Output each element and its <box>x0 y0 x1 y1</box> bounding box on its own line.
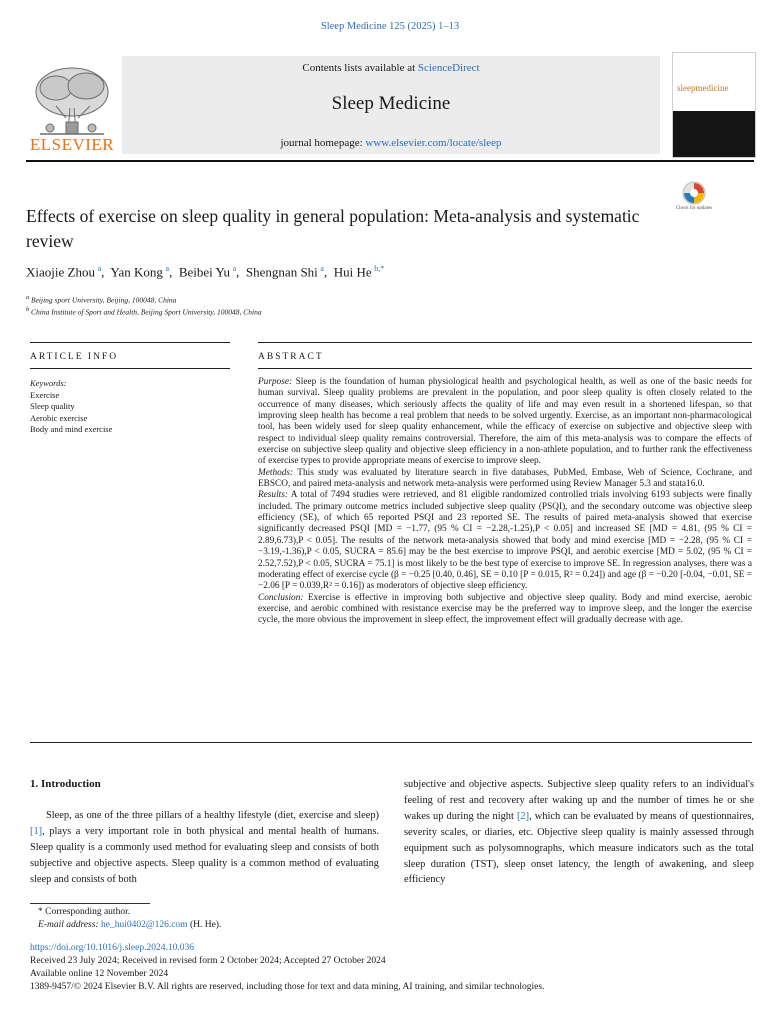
abstract-heading: ABSTRACT <box>258 352 324 362</box>
available-online-date: Available online 12 November 2024 <box>30 969 169 979</box>
abstract-bottom-rule <box>30 742 752 743</box>
conclusion-text: Exercise is effective in improving both subjective and objective sleep quality. Body and mind exercise, aerobic exercise, and aerobic combined with resistance exercise may be the preferred way to improve sleep, and the longer the exercise cycle, the more obvious the improvement in sleep effect, the improvement effect will gradually decrease with age. <box>258 592 752 626</box>
intro-right-column <box>404 777 754 888</box>
affiliation-b-mark: b <box>26 306 30 313</box>
article-info-top-rule <box>30 342 230 343</box>
results-label: Results: <box>258 490 288 501</box>
doi-link[interactable]: https://doi.org/10.1016/j.sleep.2024.10.036 <box>30 943 194 953</box>
footnote-rule <box>30 903 150 904</box>
reference-link[interactable]: [2] <box>516 810 530 822</box>
intro-paragraph <box>30 808 379 888</box>
intro-left-text-1: Sleep, as one of the three pillars of a healthy lifestyle (diet, exercise and sleep) <box>46 810 379 821</box>
author-affiliation-mark[interactable]: a <box>97 264 102 273</box>
author-name[interactable]: Shengnan Shi <box>245 264 318 280</box>
abstract-heading-rule <box>258 368 752 369</box>
homepage-link[interactable]: www.elsevier.com/locate/sleep <box>365 137 502 149</box>
introduction-heading: 1. Introduction <box>30 778 101 790</box>
keyword: Exercise <box>30 389 60 400</box>
abstract-methods <box>258 468 752 491</box>
cover-journal-name: sleepmedicine <box>677 83 729 93</box>
journal-title: Sleep Medicine <box>331 93 451 114</box>
intro-paragraph-continued <box>404 777 754 888</box>
corresponding-author-note: * Corresponding author. <box>38 907 131 917</box>
results-text: A total of 7494 studies were retrieved, and 81 eligible randomized controlled trials involving 6193 subjects were finally included. The primary outcome metrics included subjective sleep quality (PSQI), and the secondary outcome was objective sleep efficiency (SE), of which 65 reported PSQI and 23 reported SE. The results of paired meta-analysis showed that exercise significantly decreased PSQI [MD = −1.77, (95 % CI = −2.28,-1.25),P < 0.05] and increased SE [MD = 4.81, (95 % CI = 2.89,6.73),P < 0.05]. The results of the network meta-analysis showed that body and mind exercise [MD = −2.28, (95 % CI = −3.19,-1.36),P < 0.05, SUCRA = 85.6] may be the best exercise to improve PSQI, and aerobic exercise [MD = 5.02, (95 % CI = 2.52,7.52),P < 0.05, SUCRA = 75.1] is most likely to be the best type of exercise to improve SE. In regression analyses, there was a moderating effect of exercise cycle (β = −0.25 [0.40, 0.46], SE = 0.10 [P = 0.015, R² = 0.24]) and age (β = −0.20 [-0.04, −0.01, SE = −2.06 [P = 0.039,R² = 0.16]) as moderators of objective sleep efficiency. <box>258 490 752 592</box>
affiliation-a-text: Beijing sport University, Beijing, 100048, China <box>31 295 177 305</box>
author-name[interactable]: Hui He <box>333 264 372 280</box>
reference-link[interactable]: [1] <box>30 825 43 837</box>
affiliation-b <box>26 306 262 317</box>
check-for-updates-label[interactable]: Check for updates <box>675 206 713 211</box>
email-suffix: (H. He). <box>187 920 222 930</box>
journal-cover-thumbnail[interactable] <box>672 52 756 158</box>
methods-text: This study was evaluated by literature search in five databases, PubMed, Embase, Web of Science, Cochrane, and EBSCO, and paired meta-analysis and network meta-analysis were performed using Review Manager 5.3 and stata16.0. <box>258 467 752 490</box>
sciencedirect-link[interactable]: ScienceDirect <box>417 62 480 74</box>
author-name[interactable]: Yan Kong <box>110 264 163 280</box>
cover-top-panel <box>673 53 755 111</box>
copyright-notice: 1389-9457/© 2024 Elsevier B.V. All rights are reserved, including those for text and data mining, AI training, and similar technologies. <box>30 982 545 992</box>
affiliation-a <box>26 294 176 305</box>
purpose-label: Purpose: <box>258 377 293 387</box>
author-affiliation-mark[interactable]: b,* <box>374 264 385 273</box>
keywords-label: Keywords: <box>30 378 67 388</box>
journal-citation[interactable]: Sleep Medicine 125 (2025) 1–13 <box>320 21 460 32</box>
homepage-line <box>122 137 660 149</box>
abstract-conclusion <box>258 593 752 627</box>
abstract-body <box>258 377 752 627</box>
abstract-purpose <box>258 377 752 468</box>
keyword: Sleep quality <box>30 401 75 411</box>
cover-image-panel <box>673 111 755 157</box>
email-label: E-mail address: <box>38 920 101 930</box>
email-link[interactable]: he_hui0402@126.com <box>100 920 188 930</box>
intro-left-column <box>30 808 379 888</box>
contents-line <box>122 62 660 74</box>
purpose-text: Sleep is the foundation of human physiological health and psychological health, as well as one of the basic needs for human survival. Sleep quality problems are prevalent in the population, and poor sleep quality is often closely related to the occurrence of many diseases, which seriously affects the quality of life and may even result in a shortened lifespan, so that improving sleep health has become a real problem that needs to be solved urgently. Exercise, as an important non-pharmacological tool, has been widely used for sleep quality enhancement, while the efficacy of exercise on subjective and objective sleep with respect to individual sleep quality remains controversial. Therefore, the aim of this meta-analysis was to compare the effects of exercise on subjective sleep quality and objective sleep efficiency in a non-athlete population, and to further rank the effectiveness of exercise types to provide appropriate means of exercise to improve sleep. <box>258 377 752 467</box>
keyword: Body and mind exercise <box>30 424 113 434</box>
keyword: Aerobic exercise <box>30 412 88 423</box>
paper-title: Effects of exercise on sleep quality in general population: Meta-analysis and systematic review <box>26 206 640 251</box>
received-dates: Received 23 July 2024; Received in revised form 2 October 2024; Accepted 27 October 2024 <box>30 956 386 966</box>
author-affiliation-mark[interactable]: a <box>165 264 170 273</box>
author-list: Xiaojie Zhou $^a$, Yan Kong $^a$, Beibei Yu $^a$, Shengnan Shi $^a$, Hui He $^{b,*}$ <box>26 264 385 280</box>
methods-label: Methods: <box>258 467 294 478</box>
intro-right-text-1: subjective and objective aspects. Subjective sleep quality refers to an individual's feeling of rest and recovery after waking up and the number of times he or she wakes up during the night <box>404 779 754 822</box>
author-affiliation-mark[interactable]: a <box>320 264 324 273</box>
abstract-results <box>258 490 752 592</box>
keywords-block <box>30 378 230 436</box>
header-rule <box>26 160 754 162</box>
affiliation-a-mark: a <box>26 294 30 301</box>
intro-right-text-2: , which can be evaluated by means of questionnaires, severity scales, or diaries, etc. Objective sleep quality is mainly assessed through equipment such as polysomnographs, which measure indicators such as the total sleep duration (TST), sleep onset latency, the length of awakening, and sleep efficiency <box>404 810 755 886</box>
conclusion-label: Conclusion: <box>258 592 304 603</box>
article-info-heading-rule <box>30 368 230 369</box>
abstract-top-rule <box>258 342 752 343</box>
homepage-prefix: journal homepage: <box>280 137 366 149</box>
author-name[interactable]: Xiaojie Zhou <box>26 264 95 280</box>
publisher-wordmark[interactable]: ELSEVIER <box>29 135 115 154</box>
article-info-heading: ARTICLE INFO <box>30 352 119 362</box>
email-line <box>38 920 221 930</box>
affiliation-b-text: China Institute of Sport and Health, Beijing Sport University, 100048, China <box>31 307 262 317</box>
author-name[interactable]: Beibei Yu <box>178 264 230 280</box>
author-affiliation-mark[interactable]: a <box>232 264 237 273</box>
contents-prefix: Contents lists available at <box>302 62 418 74</box>
intro-left-text-2: , plays a very important role in both physical and mental health of humans. Sleep quality is a commonly used method for evaluating sleep and consists of both subjective and objective aspects. Sleep quality is a common method of evaluating sleep and consists of both <box>30 825 379 885</box>
